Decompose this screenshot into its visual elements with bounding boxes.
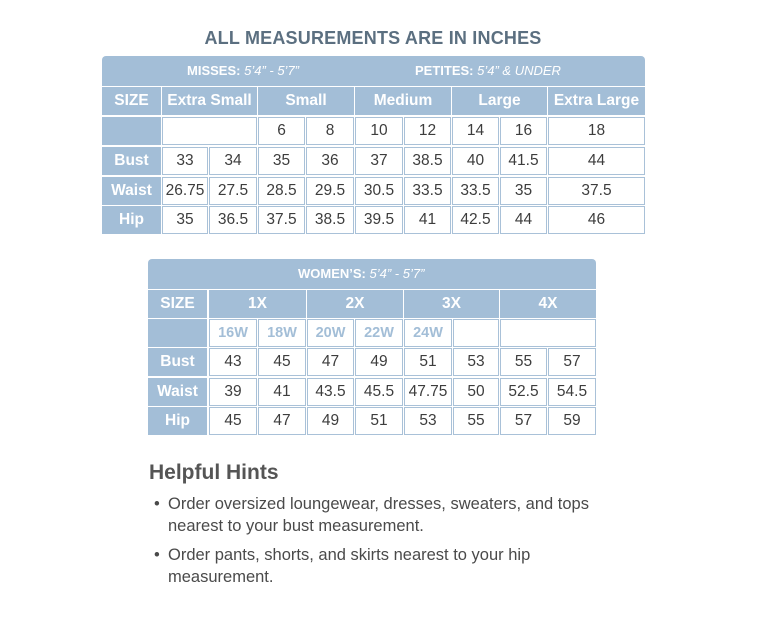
measurement-cell: 45.5	[355, 378, 403, 406]
petites-banner-label	[415, 56, 561, 86]
measurement-cell: 59	[548, 407, 596, 435]
petites-label: PETITES:	[415, 63, 474, 78]
measurement-cell: 41	[258, 378, 306, 406]
row-label: Hip	[148, 407, 207, 435]
size-number-cell: 18	[548, 117, 645, 145]
measurement-cell: 36.5	[209, 206, 257, 234]
size-number-cell: 22W	[355, 319, 403, 347]
bullet-icon: •	[154, 546, 160, 564]
measurement-cell: 57	[548, 348, 596, 376]
measurement-cell: 39.5	[355, 206, 403, 234]
size-number-cell: 6	[258, 117, 305, 145]
size-number-cell: 10	[355, 117, 403, 145]
row-label-blank	[148, 319, 207, 347]
measurement-cell: 52.5	[500, 378, 547, 406]
measurement-cell: 38.5	[306, 206, 354, 234]
measurement-cell: 37.5	[548, 177, 645, 205]
measurement-cell: 41.5	[500, 147, 547, 175]
size-label: SIZE	[102, 87, 161, 115]
misses-banner	[102, 56, 645, 86]
row-label: Hip	[102, 206, 161, 234]
measurement-cell: 38.5	[404, 147, 451, 175]
size-number-cell: 20W	[307, 319, 354, 347]
misses-banner-label	[187, 56, 299, 86]
measurement-cell: 37	[355, 147, 403, 175]
size-number-cell	[453, 319, 499, 347]
measurement-cell: 39	[209, 378, 257, 406]
measurement-cell: 29.5	[306, 177, 354, 205]
hint-item	[154, 494, 624, 537]
page-title: ALL MEASUREMENTS ARE IN INCHES	[204, 28, 542, 48]
row-label: Waist	[148, 378, 207, 406]
measurement-cell: 57	[500, 407, 547, 435]
size-number-cell: 14	[452, 117, 499, 145]
size-group-header: 1X	[209, 290, 306, 318]
womens-label: WOMEN’S:	[298, 266, 366, 281]
size-number-cell: 16W	[209, 319, 257, 347]
hint-text: Order pants, shorts, and skirts nearest to your hip measurement.	[168, 546, 531, 586]
size-group-header: Extra Small	[162, 87, 257, 115]
measurement-cell: 34	[209, 147, 257, 175]
size-cell-blank	[500, 319, 596, 347]
row-label-blank	[102, 117, 161, 145]
measurement-cell: 53	[404, 407, 452, 435]
size-group-header: Medium	[355, 87, 451, 115]
bullet-icon: •	[154, 495, 160, 513]
measurement-cell: 26.75	[162, 177, 208, 205]
measurement-cell: 27.5	[209, 177, 257, 205]
measurement-cell: 35	[162, 206, 208, 234]
measurement-cell: 36	[306, 147, 354, 175]
measurement-cell: 35	[258, 147, 305, 175]
size-group-header: 2X	[307, 290, 403, 318]
womens-banner-label	[298, 259, 424, 289]
size-label: SIZE	[148, 290, 207, 318]
measurement-cell: 47	[258, 407, 306, 435]
measurement-cell: 49	[307, 407, 354, 435]
size-number-cell: 24W	[404, 319, 452, 347]
size-group-header: Small	[258, 87, 354, 115]
measurement-cell: 33	[162, 147, 208, 175]
measurement-cell: 45	[258, 348, 306, 376]
measurement-cell: 55	[453, 407, 499, 435]
size-group-header: Extra Large	[548, 87, 645, 115]
measurement-cell: 43	[209, 348, 257, 376]
measurement-cell: 46	[548, 206, 645, 234]
womens-banner	[148, 259, 596, 289]
size-group-header: 3X	[404, 290, 499, 318]
measurement-cell: 33.5	[452, 177, 499, 205]
measurement-cell: 35	[500, 177, 547, 205]
measurement-cell: 41	[404, 206, 451, 234]
measurement-cell: 53	[453, 348, 499, 376]
measurement-cell: 51	[355, 407, 403, 435]
hints-title: Helpful Hints	[149, 461, 279, 484]
measurement-cell: 55	[500, 348, 547, 376]
measurement-cell: 37.5	[258, 206, 305, 234]
size-group-header: 4X	[500, 290, 596, 318]
measurement-cell: 47.75	[404, 378, 452, 406]
measurement-cell: 44	[548, 147, 645, 175]
measurement-cell: 51	[404, 348, 452, 376]
misses-label: MISSES:	[187, 63, 241, 78]
measurement-cell: 44	[500, 206, 547, 234]
petites-range: 5’4” & UNDER	[477, 63, 561, 78]
measurement-cell: 45	[209, 407, 257, 435]
measurement-cell: 40	[452, 147, 499, 175]
row-label: Waist	[102, 177, 161, 205]
size-group-header: Large	[452, 87, 547, 115]
size-number-cell: 18W	[258, 319, 306, 347]
misses-range: 5’4” - 5’7”	[244, 63, 300, 78]
measurement-cell: 54.5	[548, 378, 596, 406]
measurement-cell: 28.5	[258, 177, 305, 205]
measurement-cell: 33.5	[404, 177, 451, 205]
row-label: Bust	[102, 147, 161, 175]
row-label: Bust	[148, 348, 207, 376]
size-cell-blank	[162, 117, 257, 145]
hint-text: Order oversized loungewear, dresses, sweaters, and tops nearest to your bust measurement.	[168, 495, 589, 535]
hint-item	[154, 545, 624, 588]
womens-range: 5’4” - 5’7”	[369, 266, 425, 281]
size-number-cell: 16	[500, 117, 547, 145]
size-number-cell: 12	[404, 117, 451, 145]
measurement-cell: 49	[355, 348, 403, 376]
measurement-cell: 47	[307, 348, 354, 376]
measurement-cell: 43.5	[307, 378, 354, 406]
measurement-cell: 30.5	[355, 177, 403, 205]
measurement-cell: 50	[453, 378, 499, 406]
size-number-cell: 8	[306, 117, 354, 145]
measurement-cell: 42.5	[452, 206, 499, 234]
